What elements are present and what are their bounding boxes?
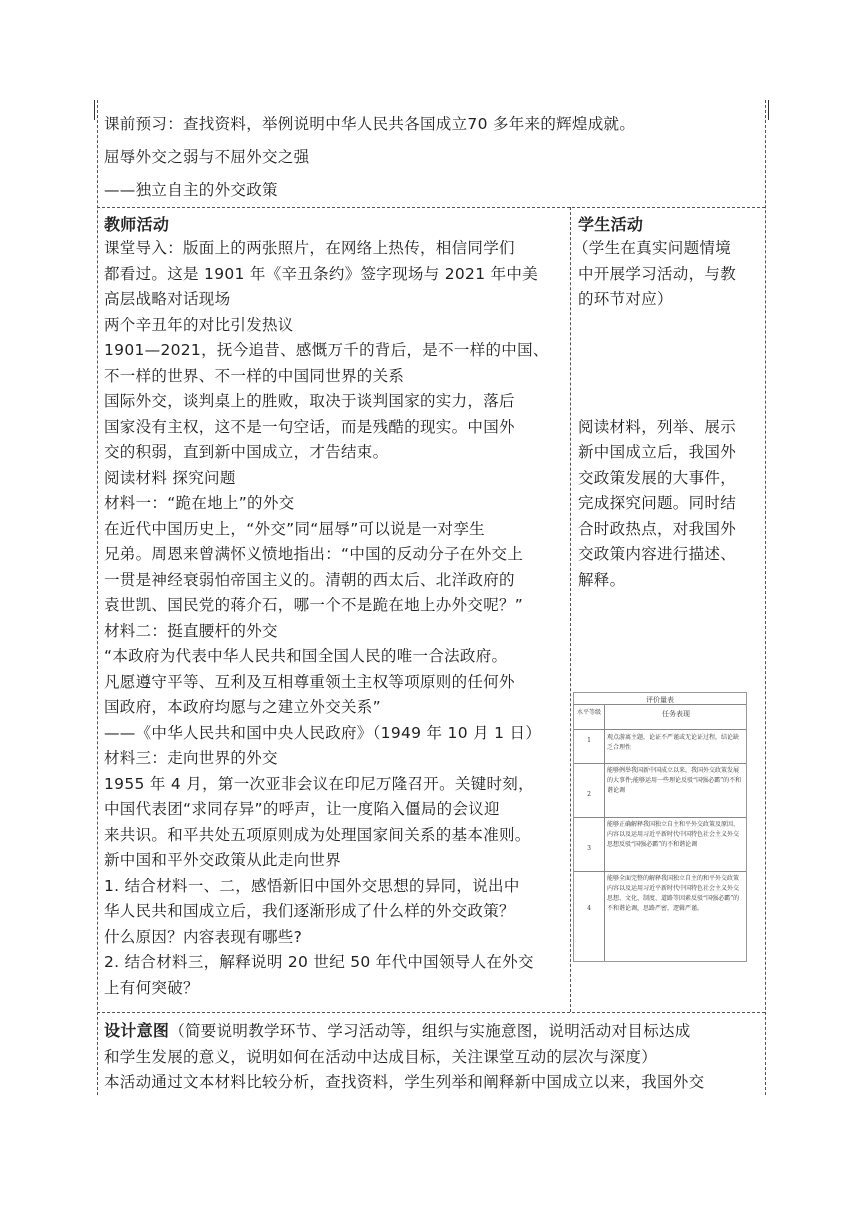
column-divider <box>570 207 571 1012</box>
student-intro-line: （学生在真实问题情境 <box>573 239 732 257</box>
student-body-line: 交政策发展的大事件， <box>578 468 737 487</box>
rubric-task-text: 能够例举我国新中国成立以来，我国外交政策发展的大事件;能够运用一些理论反驳“国强必霸”的不和谐论调 <box>607 767 742 794</box>
teacher-activity-heading: 教师活动 <box>104 215 170 234</box>
student-body-line: 完成探究问题。同时结 <box>578 494 737 512</box>
teacher-line: “本政府为代表中华人民共和国全国人民的唯一合法政府。 <box>104 647 508 665</box>
rubric-task-text: 能够全面完整的解释我国独立自主的和平外交政策内容以及运用习近平新时代中国特色社会主义外交思想、文化、制度、道路等因素反驳“国强必霸”的不和谐论调，思路严密，逻辑严谨。 <box>607 875 740 912</box>
teacher-line: 交的积弱，直到新中国成立，才告结束。 <box>104 443 389 461</box>
teacher-line: 课堂导入：版面上的两张照片，在网络上热传，相信同学们 <box>104 239 515 257</box>
rubric-task-text: 观点游离主题，论证不严谨或无论证过程，结论缺乏合理性 <box>607 734 740 751</box>
student-activity-heading: 学生活动 <box>578 215 644 234</box>
teacher-line: 在近代中国历史上，“外交”同“屈辱”可以说是一对孪生 <box>104 519 485 538</box>
rubric-divider <box>574 763 746 764</box>
student-body-line: 新中国成立后，我国外 <box>578 443 737 461</box>
teacher-line: 国家没有主权，这不是一句空话，而是残酷的现实。中国外 <box>104 417 515 436</box>
teacher-line: 华人民共和国成立后，我们逐渐形成了什么样的外交政策？ <box>104 902 515 920</box>
teacher-line: 兄弟。周恩来曾满怀义愤地指出：“中国的反动分子在外交上 <box>104 545 524 563</box>
rubric-title: 评价量表 <box>646 696 674 704</box>
rubric-col-divider <box>604 704 605 961</box>
teacher-line: 1955 年 4 月，第一次亚非会议在印尼万隆召开。关键时刻， <box>104 774 534 793</box>
lesson-subtitle: ——独立自主的外交政策 <box>104 181 278 199</box>
row-divider-2 <box>97 1012 765 1013</box>
teacher-line: 材料二：挺直腰杆的外交 <box>104 621 278 640</box>
student-body-line: 解释。 <box>578 570 626 589</box>
evaluation-rubric-table <box>573 692 747 962</box>
rubric-level: 4 <box>587 905 591 912</box>
teacher-line: 1901—2021，抚今追昔、感慨万千的背后，是不一样的中国、 <box>104 341 549 359</box>
teacher-line: 上有何突破？ <box>104 978 199 997</box>
teacher-line: 新中国和平外交政策从此走向世界 <box>104 851 342 869</box>
teacher-line: 2. 结合材料三，解释说明 20 世纪 50 年代中国领导人在外交 <box>104 953 534 971</box>
teacher-line: 高层战略对话现场 <box>104 290 231 308</box>
teacher-line: 阅读材料 探究问题 <box>104 468 236 487</box>
design-intent-heading: 设计意图 <box>104 1021 170 1040</box>
teacher-line: 什么原因？内容表现有哪些? <box>104 927 303 946</box>
student-body-line: 交政策内容进行描述、 <box>578 545 737 563</box>
rubric-task-header: 任务表现 <box>662 710 690 718</box>
student-intro-line: 的环节对应） <box>578 290 673 308</box>
table-right-solid <box>768 100 769 120</box>
teacher-line: 材料三：走向世界的外交 <box>104 749 278 767</box>
teacher-line: 两个辛丑年的对比引发热议 <box>104 315 294 334</box>
rubric-level: 2 <box>587 791 591 798</box>
teacher-line: 中国代表团“求同存异”的呼声，让一度陷入僵局的会议迎 <box>104 800 500 818</box>
teacher-line: 来共识。和平共处五项原则成为处理国家间关系的基本准则。 <box>104 825 531 844</box>
teacher-line: 不一样的世界、不一样的中国同世界的关系 <box>104 366 405 385</box>
student-intro-line: 中开展学习活动，与教 <box>578 264 737 283</box>
student-body-line: 合时政热点，对我国外 <box>578 519 737 538</box>
rubric-level: 3 <box>587 845 591 852</box>
teacher-line: 材料一：“跪在地上”的外交 <box>104 494 295 512</box>
design-intent-line3: 本活动通过文本材料比较分析，查找资料，学生列举和阐释新中国成立以来，我国外交 <box>104 1073 705 1091</box>
teacher-line: 国政府，本政府均愿与之建立外交关系” <box>104 698 381 716</box>
rubric-divider <box>574 729 746 730</box>
student-body-line: 阅读材料，列举、展示 <box>578 417 737 436</box>
teacher-line: 1. 结合材料一、二，感悟新旧中国外交思想的异同，说出中 <box>104 876 520 895</box>
rubric-divider <box>574 817 746 818</box>
design-intent-line1 <box>104 1018 691 1045</box>
table-left-border <box>97 100 98 1095</box>
preview-line: 课前预习：查找资料，举例说明中华人民共各国成立70 多年来的辉煌成就。 <box>104 115 636 133</box>
table-right-border <box>765 100 766 1095</box>
rubric-divider <box>574 704 746 705</box>
teacher-line: 一贯是神经衰弱怕帝国主义的。清朝的西太后、北洋政府的 <box>104 570 515 589</box>
teacher-line: 袁世凯、国民党的蒋介石，哪一个不是跪在地上办外交呢？” <box>104 596 524 614</box>
rubric-level-header: 水平等级 <box>577 709 602 716</box>
rubric-task-text: 能够正确解释我国独立自主和平外交政策及原因、内容以及运用习近平新时代中国特色社会主义外交思想反驳“国强必霸”的不和谐论调 <box>607 821 740 848</box>
rubric-level: 1 <box>587 737 591 744</box>
design-intent-instructions: （简要说明教学环节、学习活动等，组织与实施意图，说明活动对目标达成 <box>169 1022 691 1040</box>
teacher-line: 都看过。这是 1901 年《辛丑条约》签字现场与 2021 年中美 <box>104 264 539 283</box>
design-intent-line2: 和学生发展的意义，说明如何在活动中达成目标，关注课堂互动的层次与深度） <box>104 1048 658 1066</box>
teacher-line: ——《中华人民共和国中央人民政府》（1949 年 10 月 1 日） <box>104 723 542 742</box>
lesson-title: 屈辱外交之弱与不屈外交之强 <box>104 148 310 166</box>
teacher-line: 国际外交，谈判桌上的胜败，取决于谈判国家的实力，落后 <box>104 392 515 410</box>
row-divider-1 <box>97 207 765 208</box>
teacher-line: 凡愿遵守平等、互利及互相尊重领土主权等项原则的任何外 <box>104 672 515 691</box>
rubric-divider <box>574 871 746 872</box>
table-left-solid <box>94 100 95 120</box>
